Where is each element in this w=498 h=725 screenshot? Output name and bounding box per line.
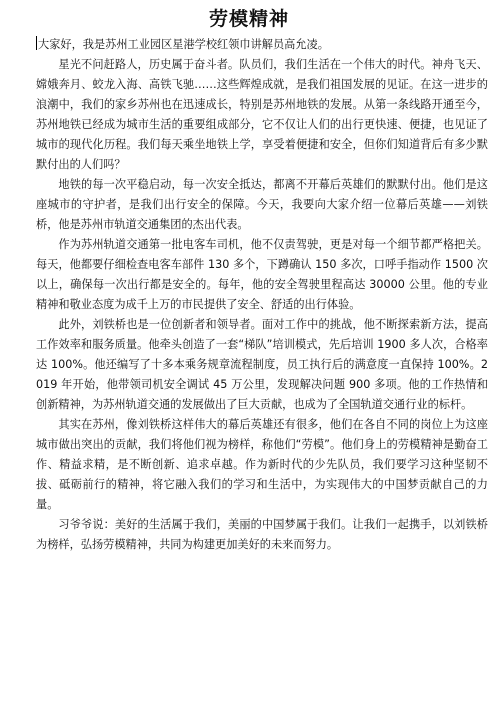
paragraph-intro-text: 大家好，我是苏州工业园区星港学校红领巾讲解员高允凌。 xyxy=(38,38,329,51)
paragraph-closing: 习爷爷说：美好的生活属于我们，美丽的中国梦属于我们。让我们一起携手，以刘铁桥为榜样，弘扬劳模精神，共同为构建更加美好的未来而努力。 xyxy=(36,518,488,551)
paragraph-driver: 作为苏州轨道交通第一批电客车司机，他不仅责驾驶，更是对每一个细节都严格把关。每天，他都要仔细检查电客车部件 130 多个，下蹲确认 150 多次，口呼手指动作 1500 次以上，确保每一次出行都是安全的。每年，他的安全驾驶里程高达 30000 公里。他的专业精神和敬业态度为成千上万的市民提供了安全、舒适的出行体验。 xyxy=(36,238,488,311)
paragraph-innovator: 此外，刘铁桥也是一位创新者和领导者。面对工作中的挑战，他不断探索新方法，提高工作效率和服务质量。他牵头创造了一套“梯队”培训模式，先后培训 1900 多人次，合格率达 100%。他还编写了十多本乘务规章流程制度，员工执行后的满意度一直保持 100%。2019 年开始，他带领司机安全调试 45 万公里，发现解决问题 900 多项。他的工作热情和创新精神，为苏州轨道交通的发展做出了巨大贡献，也成为了全国轨道交通行业的标杆。 xyxy=(36,318,488,411)
document-title: 劳模精神 xyxy=(208,8,289,30)
paragraph-times: 星光不问赶路人，历史属于奋斗者。队员们，我们生活在一个伟大的时代。神舟飞天、嫦娥奔月、蛟龙入海、高铁飞驰……这些辉煌成就，是我们祖国发展的见证。在这一进步的浪潮中，我们的家乡苏州也在迅速成长，特别是苏州地铁的发展。从第一条线路开通至今，苏州地铁已经成为城市生活的重要组成部分，它不仅让人们的出行更快速、便捷，也见证了城市的现代化历程。我们每天乘坐地铁上学，享受着便捷和安全，但你们知道背后有多少默默付出的人们吗？ xyxy=(36,58,488,171)
paragraph-heroes: 地铁的每一次平稳启动，每一次安全抵达，都离不开幕后英雄们的默默付出。他们是这座城市的守护者，是我们出行安全的保障。今天，我要向大家介绍一位幕后英雄——刘铁桥，他是苏州市轨道交通集团的杰出代表。 xyxy=(36,178,488,231)
text-cursor xyxy=(36,36,37,50)
paragraph-intro xyxy=(36,35,488,55)
paragraph-role-models: 其实在苏州，像刘铁桥这样伟大的幕后英雄还有很多，他们在各自不同的岗位上为这座城市做出突出的贡献，我们将他们视为榜样，称他们“劳模”。他们身上的劳模精神是勤奋工作、精益求精，是不断创新、追求卓越。作为新时代的少先队员，我们要学习这种坚韧不拔、砥砺前行的精神，将它融入我们的学习和生活中，为实现伟大的中国梦贡献自己的力量。 xyxy=(36,418,488,511)
document-body xyxy=(36,35,488,555)
